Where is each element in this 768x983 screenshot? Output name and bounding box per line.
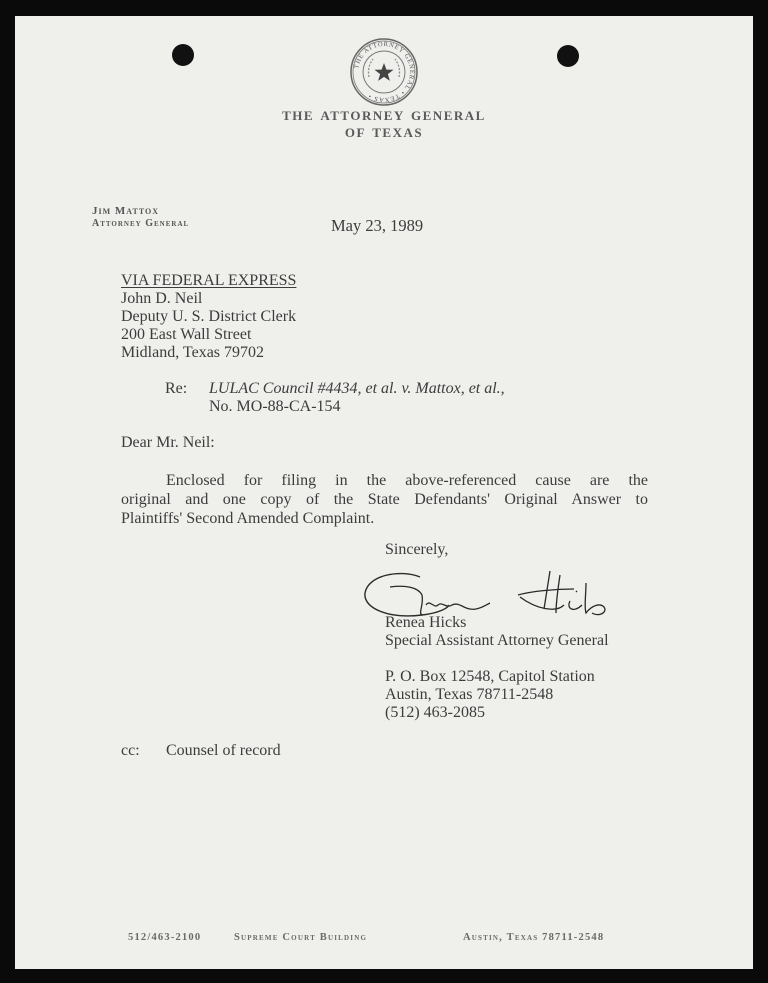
recipient-street: 200 East Wall Street: [121, 326, 252, 343]
cc-value: Counsel of record: [166, 742, 281, 759]
signer-name: Renea Hicks: [385, 614, 467, 631]
sender-title: Attorney General: [92, 218, 190, 229]
punch-hole-right: [557, 45, 579, 67]
recipient-city: Midland, Texas 79702: [121, 344, 265, 361]
sender-name: Jim Mattox: [92, 205, 160, 217]
letterhead-subtitle: of texas: [344, 121, 424, 142]
svg-text:THE ATTORNEY GENERAL • TEXAS •: THE ATTORNEY GENERAL • TEXAS •: [353, 40, 416, 104]
footer-building: Supreme Court Building: [234, 932, 368, 943]
body-line-3: Plaintiffs' Second Amended Complaint.: [121, 510, 375, 527]
letter-date: May 23, 1989: [331, 216, 424, 235]
re-label: Re:: [165, 380, 188, 397]
signer-phone: (512) 463-2085: [385, 704, 485, 721]
body-line-2: original and one copy of the State Defendants' Original Answer to: [121, 491, 648, 508]
closing: Sincerely,: [385, 541, 449, 558]
texas-ag-seal-icon: [349, 37, 419, 107]
signer-address-1: P. O. Box 12548, Capitol Station: [385, 668, 595, 685]
cc-label: cc:: [121, 742, 140, 759]
letterhead-title: the attorney general: [282, 104, 486, 125]
body-line-1: Enclosed for filing in the above-referenced cause are the: [166, 472, 648, 489]
re-case-name: LULAC Council #4434, et al. v. Mattox, et al.,: [209, 380, 505, 397]
salutation: Dear Mr. Neil:: [121, 434, 215, 451]
signer-title: Special Assistant Attorney General: [385, 632, 609, 649]
delivery-method: VIA FEDERAL EXPRESS: [121, 272, 297, 289]
re-case-number: No. MO-88-CA-154: [209, 398, 341, 415]
footer-phone: 512/463-2100: [128, 932, 202, 943]
footer-city: Austin, Texas 78711-2548: [463, 932, 605, 943]
recipient-name: John D. Neil: [121, 290, 203, 307]
body-paragraph: [121, 471, 648, 528]
punch-hole-left: [172, 44, 194, 66]
recipient-title: Deputy U. S. District Clerk: [121, 308, 297, 325]
signer-address-2: Austin, Texas 78711-2548: [385, 686, 554, 703]
